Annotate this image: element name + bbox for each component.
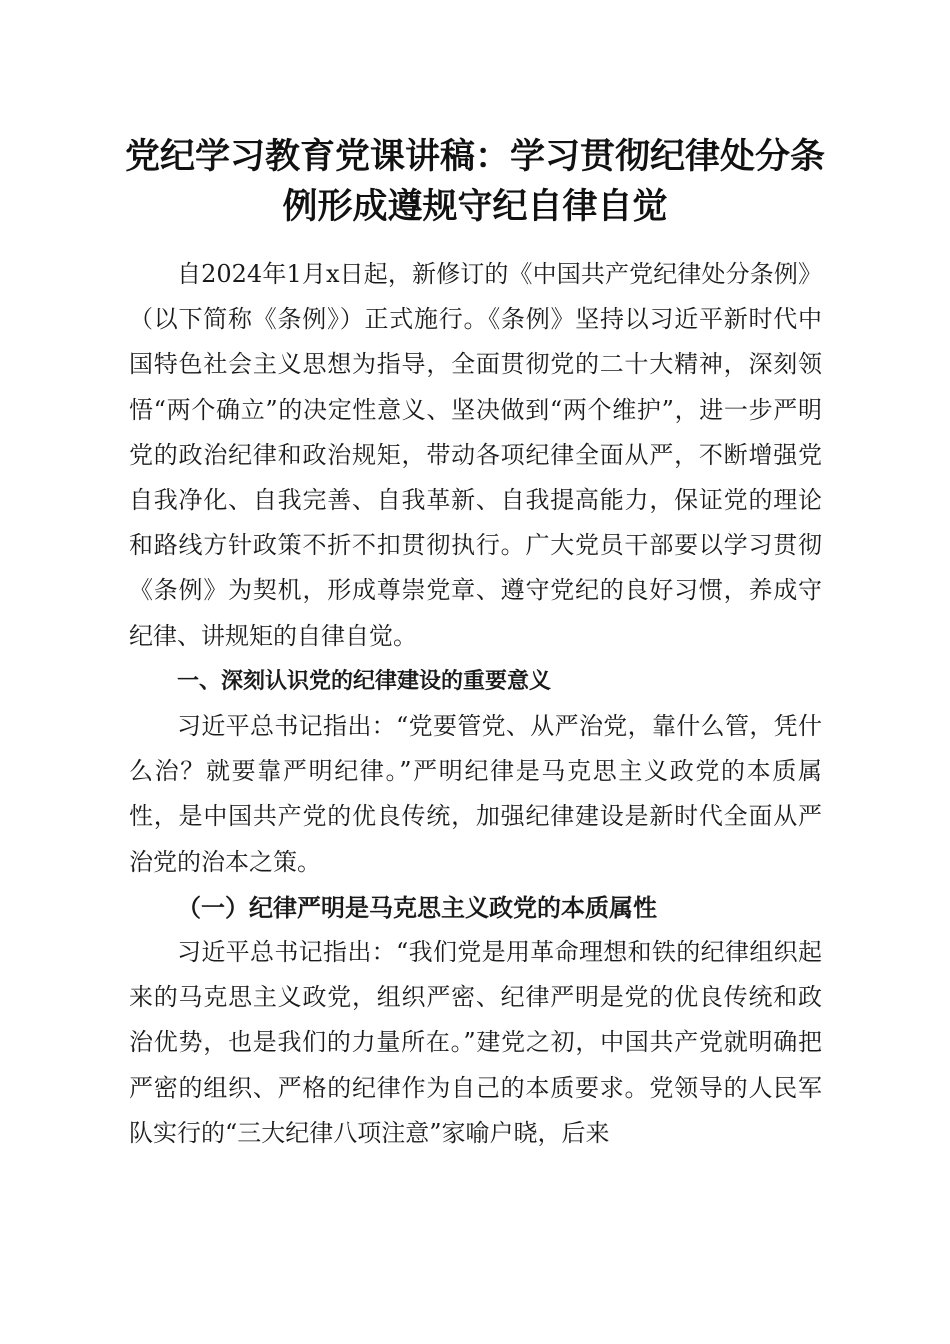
paragraph-section-1: 习近平总书记指出：“党要管党、从严治党，靠什么管，凭什么治？就要靠严明纪律。”严明纪律是马克思主义政党的本质属性，是中国共产党的优良传统，加强纪律建设是新时代全面从严治党的治本之策。 (129, 712, 822, 876)
subsection-heading-1: （一）纪律严明是马克思主义政党的本质属性 (177, 892, 657, 922)
paragraph-intro: 自2024年1月x日起，新修订的《中国共产党纪律处分条例》（以下简称《条例》）正式施行。《条例》坚持以习近平新时代中国特色社会主义思想为指导，全面贯彻党的二十大精神，深刻领悟“两个确立”的决定性意义、坚决做到“两个维护”，进一步严明党的政治纪律和政治规矩，带动各项纪律全面从严，不断增强党自我净化、自我完善、自我革新、自我提高能力，保证党的理论和路线方针政策不折不扣贯彻执行。广大党员干部要以学习贯彻《条例》为契机，形成尊崇党章、遵守党纪的良好习惯，养成守纪律、讲规矩的自律自觉。 (129, 260, 822, 650)
document-title (100, 132, 850, 232)
section-heading-1: 一、深刻认识党的纪律建设的重要意义 (177, 668, 552, 694)
paragraph-subsection-1: 习近平总书记指出：“我们党是用革命理想和铁的纪律组织起来的马克思主义政党，组织严密、纪律严明是党的优良传统和政治优势，也是我们的力量所在。”建党之初，中国共产党就明确把严密的组织、严格的纪律作为自己的本质要求。党领导的人民军队实行的“三大纪律八项注意”家喻户晓，后来 (129, 938, 822, 1147)
document-body (129, 252, 822, 1156)
title-line-1: 党纪学习教育党课讲稿：学习贯彻纪律处分条 (124, 136, 825, 177)
title-line-2: 例形成遵规守纪自律自觉 (282, 186, 668, 227)
